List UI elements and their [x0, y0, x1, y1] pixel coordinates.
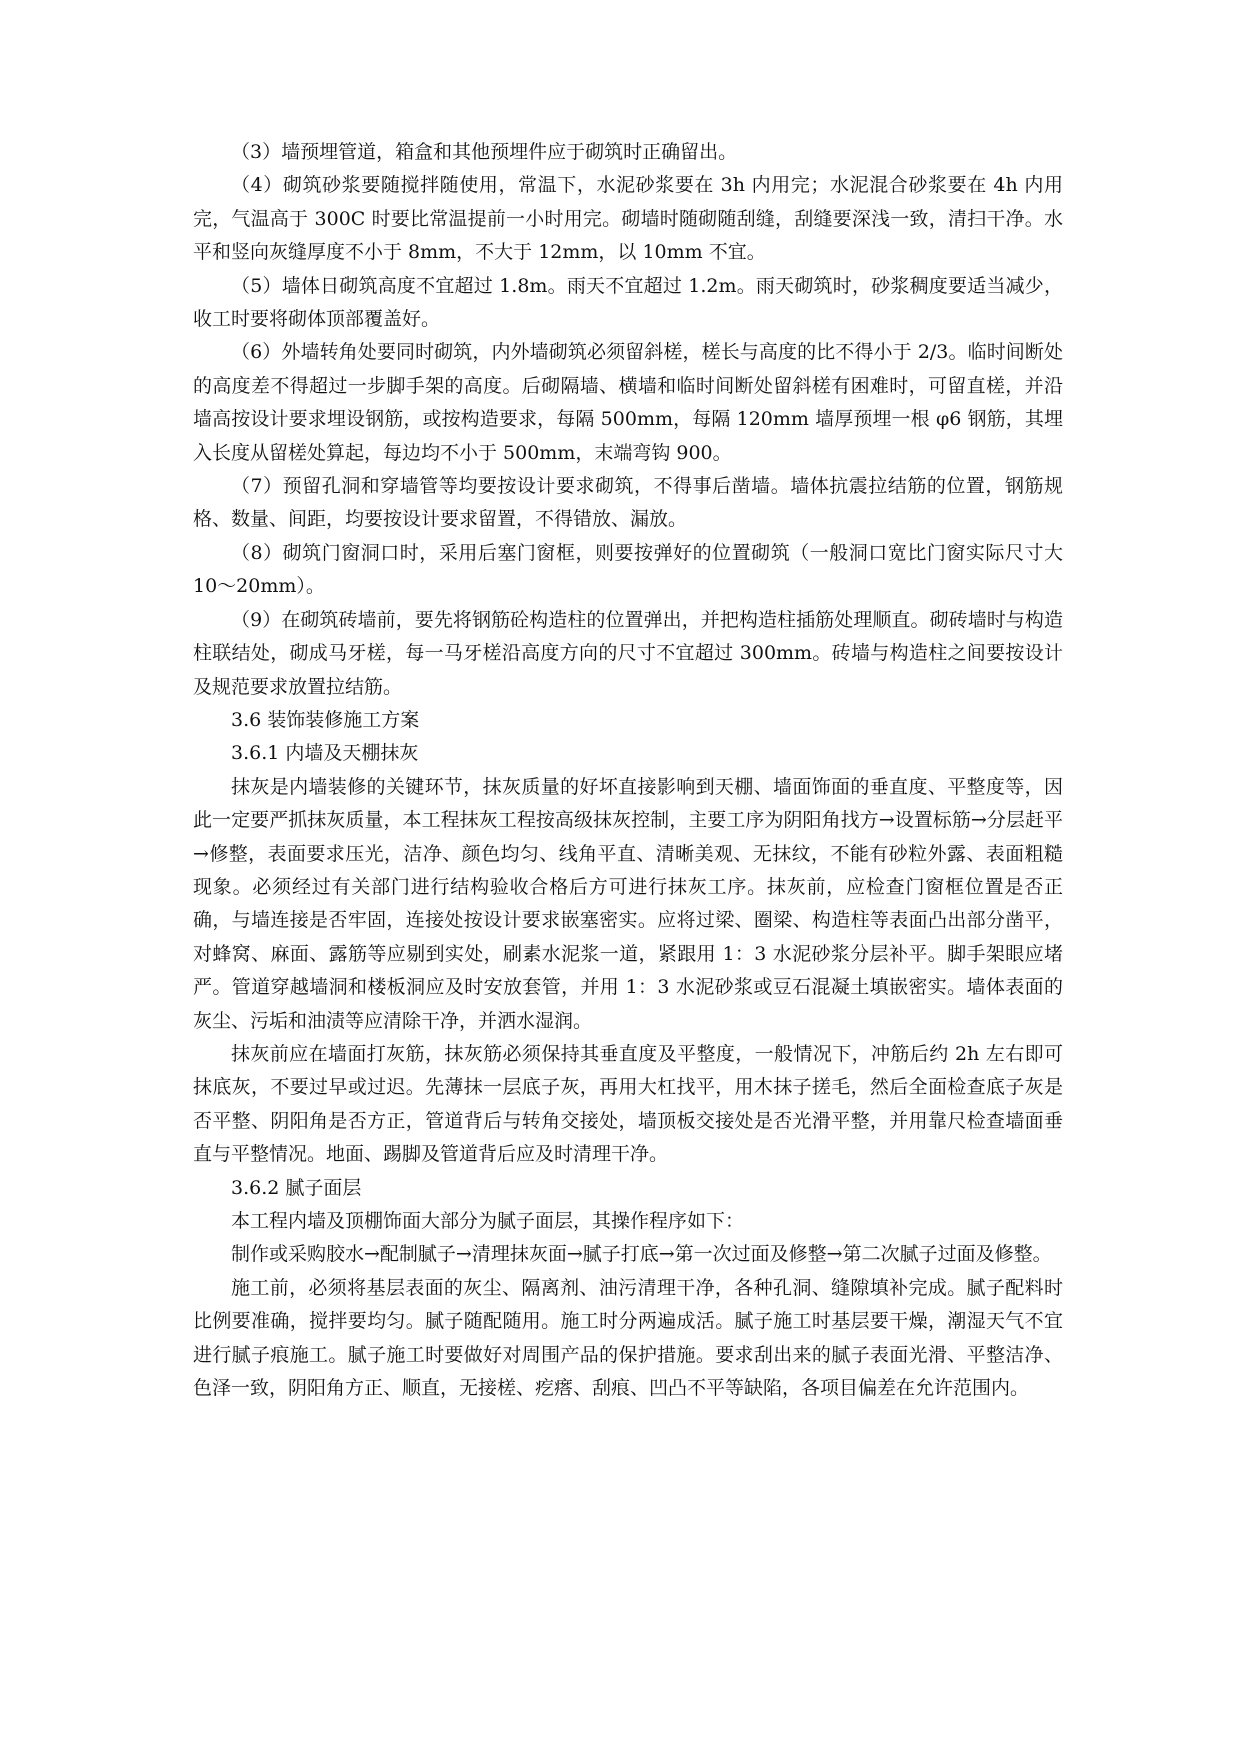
paragraph-item-6: （6）外墙转角处要同时砌筑，内外墙砌筑必须留斜槎，槎长与高度的比不得小于 2/3。临时间断处的高度差不得超过一步脚手架的高度。后砌隔墙、横墙和临时间断处留斜槎有困难时，可留直槎，并沿墙高按设计要求埋设钢筋，或按构造要求，每隔 500mm，每隔 120mm 墙厚预埋一根 φ6 钢筋，其埋入长度从留槎处算起，每边均不小于 500mm，末端弯钩 900。: [193, 341, 1063, 464]
paragraph-putty-requirements: 施工前，必须将基层表面的灰尘、隔离剂、油污清理干净，各种孔洞、缝隙填补完成。腻子配料时比例要准确，搅拌要均匀。腻子随配随用。施工时分两遍成活。腻子施工时基层要干燥，潮湿天气不宜进行腻子痕施工。腻子施工时要做好对周围产品的保护措施。要求刮出来的腻子表面光滑、平整洁净、色泽一致，阴阳角方正、顺直，无接槎、疙瘩、刮痕、凹凸不平等缺陷，各项目偏差在允许范围内。: [193, 1276, 1063, 1400]
paragraph-item-9: （9）在砌筑砖墙前，要先将钢筋砼构造柱的位置弹出，并把构造柱插筋处理顺直。砌砖墙时与构造柱联结处，砌成马牙槎，每一马牙槎沿高度方向的尺寸不宜超过 300mm。砖墙与构造柱之间要按设计及规范要求放置拉结筋。: [193, 608, 1063, 698]
paragraph-item-4: （4）砌筑砂浆要随搅拌随使用，常温下，水泥砂浆要在 3h 内用完；水泥混合砂浆要在 4h 内用完，气温高于 300C 时要比常温提前一小时用完。砌墙时随砌随刮缝，刮缝要深浅一致，清扫干净。水平和竖向灰缝厚度不小于 8mm，不大于 12mm，以 10mm 不宜。: [193, 174, 1063, 264]
document-page: [193, 136, 1063, 1405]
section-heading-3-6: 3.6 装饰装修施工方案: [231, 708, 420, 731]
subsection-heading-3-6-1: 3.6.1 内墙及天棚抹灰: [231, 742, 419, 765]
paragraph-putty-intro: 本工程内墙及顶棚饰面大部分为腻子面层，其操作程序如下：: [231, 1210, 745, 1232]
paragraph-item-8: （8）砌筑门窗洞口时，采用后塞门窗框，则要按弹好的位置砌筑（一般洞口宽比门窗实际尺寸大 10～20mm）。: [193, 541, 1063, 598]
paragraph-item-3: （3）墙预埋管道，箱盒和其他预埋件应于砌筑时正确留出。: [231, 141, 738, 163]
paragraph-plaster-procedure: 抹灰前应在墙面打灰筋，抹灰筋必须保持其垂直度及平整度，一般情况下，冲筋后约 2h 左右即可抹底灰，不要过早或过迟。先薄抹一层底子灰，再用大杠找平，用木抹子搓毛，然后全面检查底子灰是否平整、阴阳角是否方正，管道背后与转角交接处，墙顶板交接处是否光滑平整，并用靠尺检查墙面垂直与平整情况。地面、踢脚及管道背后应及时清理干净。: [193, 1042, 1063, 1166]
paragraph-putty-sequence: 制作或采购胶水→配制腻子→清理抹灰面→腻子打底→第一次过面及修整→第二次腻子过面及修整。: [231, 1243, 1052, 1266]
paragraph-item-7: （7）预留孔洞和穿墙管等均要按设计要求砌筑，不得事后凿墙。墙体抗震拉结筋的位置，钢筋规格、数量、间距，均要按设计要求留置，不得错放、漏放。: [193, 475, 1063, 531]
paragraph-item-5: （5）墙体日砌筑高度不宜超过 1.8m。雨天不宜超过 1.2m。雨天砌筑时，砂浆稠度要适当减少，收工时要将砌体顶部覆盖好。: [193, 274, 1063, 331]
paragraph-plaster-intro: 抹灰是内墙装修的关键环节，抹灰质量的好坏直接影响到天棚、墙面饰面的垂直度、平整度等，因此一定要严抓抹灰质量，本工程抹灰工程按高级抹灰控制，主要工序为阴阳角找方→设置标筋→分层赶平→修整，表面要求压光，洁净、颜色均匀、线角平直、清晰美观、无抹纹，不能有砂粒外露、表面粗糙现象。必须经过有关部门进行结构验收合格后方可进行抹灰工序。抹灰前，应检查门窗框位置是否正确，与墙连接是否牢固，连接处按设计要求嵌塞密实。应将过梁、圈梁、构造柱等表面凸出部分凿平，对蜂窝、麻面、露筋等应剔到实处，刷素水泥浆一道，紧跟用 1：3 水泥砂浆分层补平。脚手架眼应堵严。管道穿越墙洞和楼板洞应及时安放套管，并用 1：3 水泥砂浆或豆石混凝土填嵌密实。墙体表面的灰尘、污垢和油渍等应清除干净，并洒水湿润。: [193, 775, 1063, 1032]
subsection-heading-3-6-2: 3.6.2 腻子面层: [231, 1176, 362, 1199]
